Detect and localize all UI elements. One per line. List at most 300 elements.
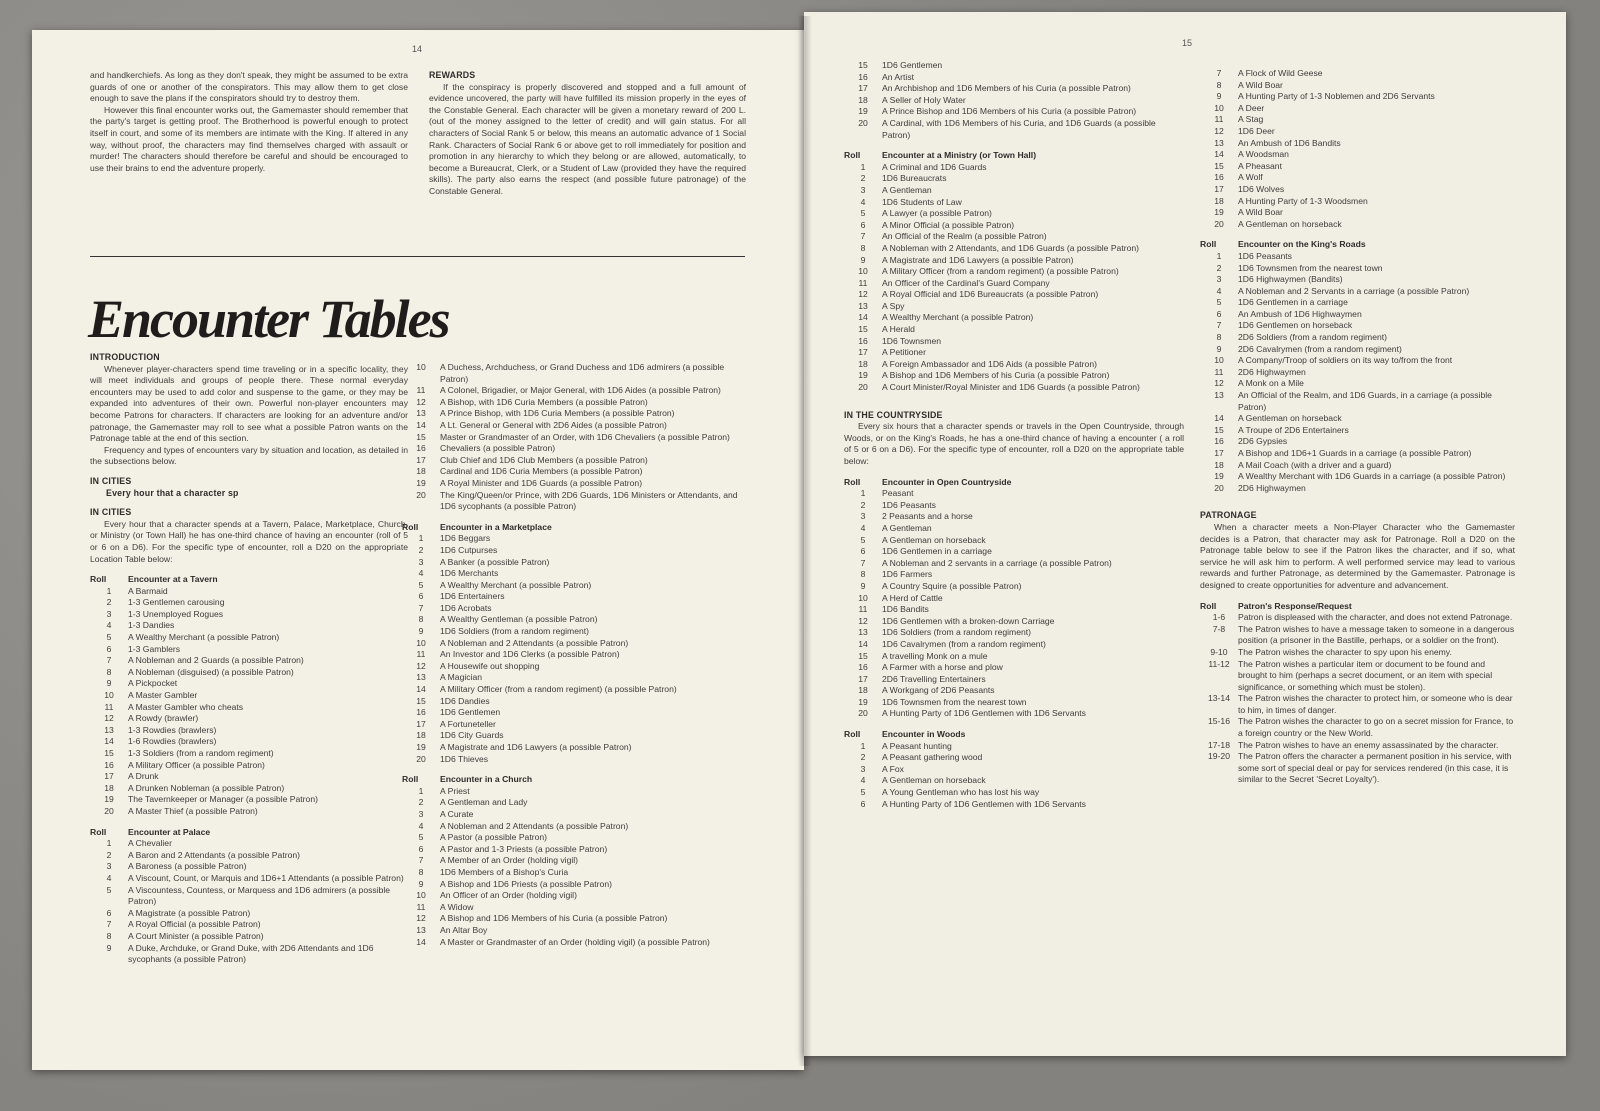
table-row: [1200, 448, 1515, 460]
encounter-text: A Wealthy Merchant with 1D6 Guards in a carriage (a possible Patron): [1238, 471, 1506, 482]
roll-number: 14: [858, 312, 868, 323]
table-row: [402, 455, 747, 467]
encounter-text: A Wolf: [1238, 172, 1263, 183]
table-row: [402, 832, 747, 844]
left-page: [32, 30, 804, 1070]
encounter-text: A Deer: [1238, 102, 1265, 113]
encounter-text: A Nobleman and 2 servants in a carriage (a possible Patron): [882, 557, 1112, 568]
encounter-text: A Fox: [882, 763, 904, 774]
encounter-text: 1D6 Cavalrymen (from a random regiment): [882, 638, 1046, 649]
roll-number: 1: [860, 488, 866, 499]
roll-number: 8: [1216, 332, 1222, 343]
roll-number: 10: [416, 890, 426, 901]
table-row: [90, 873, 408, 885]
encounter-text: A Bishop and 1D6 Members of his Curia (a possible Patron): [882, 370, 1110, 381]
roll-number: 9: [106, 678, 112, 689]
table-row: [1200, 219, 1515, 231]
table-row: [90, 908, 408, 920]
encounter-text: 2D6 Highwaymen: [1238, 482, 1306, 493]
roll-number: 13: [1214, 137, 1224, 148]
encounter-text: A Royal Official and 1D6 Bureaucrats (a possible Patron): [882, 289, 1099, 300]
roll-number: 7: [1216, 68, 1222, 78]
roll-number: 15: [858, 650, 868, 661]
encounter-text: The Patron offers the character a permanent position in his service, with some sort of special deal or pay for services rendered (in this case, it is similar to the Secret 'Secret Loyalty').: [1238, 751, 1512, 785]
paragraph: and handkerchiefs. As long as they don't speak, they might be assumed to be extra guards of one or another of the conspirators. This may allow them to get close enough to save the plans if the conspirators should try to destroy them.: [90, 70, 408, 104]
encounter-text: A Farmer with a horse and plow: [882, 662, 1003, 673]
roll-number: 12: [858, 289, 868, 300]
table-row: [1200, 413, 1515, 425]
table-row: [402, 661, 747, 673]
encounter-text: A Fortuneteller: [440, 718, 496, 729]
roll-number: 16: [416, 443, 426, 454]
roll-number: 7: [1216, 320, 1222, 331]
table-row: [402, 937, 747, 949]
roll-number: 4: [418, 568, 424, 579]
encounter-text: A Wealthy Merchant (a possible Patron): [882, 312, 1034, 323]
roll-number: 2: [860, 173, 866, 184]
encounter-text: A Flock of Wild Geese: [1238, 68, 1323, 78]
table-row: [844, 523, 1184, 535]
table-row: [844, 488, 1184, 500]
table-row: [1200, 425, 1515, 437]
encounter-text: 2D6 Cavalrymen (from a random regiment): [1238, 343, 1402, 354]
table-row: [844, 558, 1184, 570]
table-row: [402, 855, 747, 867]
table-row: [1200, 460, 1515, 472]
table-row: [402, 638, 747, 650]
encounter-text: 1-3 Soldiers (from a random regiment): [128, 748, 274, 758]
roll-number: 19: [416, 477, 426, 488]
table-row: [402, 385, 747, 397]
encounter-text: A Herald: [882, 324, 915, 335]
section-heading: IN CITIES: [90, 475, 132, 486]
roll-number: 11: [416, 649, 426, 660]
table-row: [90, 771, 408, 783]
table-row: [1200, 659, 1515, 694]
table-row: [90, 597, 408, 609]
encounter-text: A Wealthy Gentleman (a possible Patron): [440, 614, 598, 625]
table-header: Roll Encounter at a Tavern: [90, 574, 218, 585]
roll-number: 19: [104, 794, 114, 805]
table-row: [1200, 207, 1515, 219]
roll-number: 20: [1214, 218, 1224, 229]
roll-number: 18: [858, 94, 868, 105]
table-row: [1200, 196, 1515, 208]
table-row: [844, 312, 1184, 324]
encounter-text: A Woodsman: [1238, 149, 1289, 160]
table-row: [844, 604, 1184, 616]
table-row: [1200, 91, 1515, 103]
roll-number: 3: [860, 511, 866, 522]
encounter-text: A Nobleman with 2 Attendants, and 1D6 Guards (a possible Patron): [882, 242, 1140, 253]
table-row: [844, 118, 1184, 141]
roll-number: 14: [858, 638, 868, 649]
roll-number: 1: [1216, 250, 1222, 261]
table-row: [844, 289, 1184, 301]
page-number: 15: [1182, 38, 1193, 48]
roll-number: 16: [858, 335, 868, 346]
encounter-text: 1D6 Townsmen from the nearest town: [882, 696, 1027, 707]
roll-number: 2: [860, 752, 866, 763]
roll-number: 12: [416, 396, 426, 407]
encounter-text: 1D6 Deer: [1238, 125, 1275, 136]
table-row: [1200, 184, 1515, 196]
roll-number: 5: [1216, 297, 1222, 308]
encounter-text: A Court Minister/Royal Minister and 1D6 Guards (a possible Patron): [882, 382, 1140, 393]
roll-number: 7: [860, 231, 866, 242]
roll-number: 20: [416, 753, 426, 764]
table-row: [402, 408, 747, 420]
encounter-text: A Pastor (a possible Patron): [440, 832, 547, 843]
table-header: Roll Encounter at a Ministry (or Town Hall): [844, 150, 1037, 161]
table-row: [844, 382, 1184, 394]
encounter-text: 1-3 Dandies: [128, 620, 175, 631]
roll-number: 20: [858, 708, 868, 719]
encounter-text: A Hunting Party of 1D6 Gentlemen with 1D6 Servants: [882, 798, 1086, 809]
encounter-text: A Nobleman and 2 Guards (a possible Patron): [128, 655, 304, 666]
table-row: [1200, 68, 1515, 80]
table-row: [402, 362, 747, 385]
encounter-text: 1D6 Peasants: [1238, 250, 1292, 261]
table-row: [844, 220, 1184, 232]
encounter-text: A Military Officer (a possible Patron): [128, 759, 265, 770]
table-row: [402, 797, 747, 809]
encounter-text: A Wealthy Merchant (a possible Patron): [440, 579, 592, 590]
table-row: [1200, 751, 1515, 786]
encounter-text: 1D6 Gentlemen with a broken-down Carriage: [882, 615, 1055, 626]
encounter-text: A Gentleman and Lady: [440, 797, 528, 808]
table-row: [90, 838, 408, 850]
encounter-text: An Archbishop and 1D6 Members of his Curia (a possible Patron): [882, 83, 1131, 94]
encounter-text: The Patron wishes the character to protect him, or someone who is dear to him, in times of danger.: [1238, 693, 1513, 715]
roll-number: 2: [1216, 262, 1222, 273]
roll-number: 10: [104, 690, 114, 701]
table-row: [1200, 80, 1515, 92]
table-row: [844, 185, 1184, 197]
roll-number: 3: [106, 608, 112, 619]
table-row: [402, 902, 747, 914]
roll-number: 19: [416, 742, 426, 752]
roll-number: 1-6: [1212, 612, 1226, 623]
roll-number: 6: [418, 843, 424, 854]
encounter-text: 1D6 Soldiers (from a random regiment): [440, 626, 590, 637]
table-row: [90, 736, 408, 748]
table-row: [90, 632, 408, 644]
encounter-text: An Artist: [882, 71, 914, 82]
encounter-text: A Gentleman on horseback: [1238, 218, 1342, 229]
encounter-text: A Spy: [882, 300, 905, 311]
table-row: [844, 546, 1184, 558]
roll-number: 16: [1214, 436, 1224, 447]
right-column-2: [1200, 68, 1515, 786]
roll-number: 10: [1214, 102, 1224, 113]
encounter-text: 1-3 Gentlemen carousing: [128, 597, 225, 608]
roll-number: 17-18: [1208, 739, 1230, 750]
roll-number: 7: [106, 919, 112, 930]
encounter-text: A Prince Bishop, with 1D6 Curia Members (a possible Patron): [440, 408, 675, 419]
table-row: [402, 844, 747, 856]
roll-number: 18: [858, 358, 868, 369]
roll-number: 1: [418, 533, 424, 544]
table-row: [402, 420, 747, 432]
roll-number: 3: [1216, 274, 1222, 285]
encounter-text: A Colonel, Brigadier, or Major General, with 1D6 Aides (a possible Patron): [440, 385, 721, 396]
table-row: [90, 783, 408, 795]
encounter-text: A Hunting Party of 1D6 Gentlemen with 1D6 Servants: [882, 708, 1086, 719]
table-header: Roll Patron's Response/Request: [1200, 600, 1352, 611]
table-header: Roll Encounter in a Marketplace: [402, 521, 552, 532]
roll-number: 11: [1214, 114, 1224, 125]
encounter-text: A Gentleman on horseback: [882, 534, 986, 545]
table-row: [402, 591, 747, 603]
table-header: Roll Encounter in a Church: [402, 774, 533, 785]
encounter-text: The Tavernkeeper or Manager (a possible Patron): [128, 794, 318, 805]
table-row: [402, 533, 747, 545]
roll-number: 5: [418, 579, 424, 590]
encounter-text: The Patron wishes a particular item or document to be found and brought to him (perhaps a secret document, or an item with special significance, or something which must be stolen).: [1238, 658, 1493, 692]
encounter-text: A Baron and 2 Attendants (a possible Patron): [128, 849, 300, 860]
table-row: [1200, 320, 1515, 332]
encounter-text: 1D6 Thieves: [440, 753, 489, 764]
roll-number: 16: [416, 707, 426, 718]
roll-number: 12: [858, 615, 868, 626]
table-row: [844, 208, 1184, 220]
roll-number: 15: [1214, 424, 1224, 435]
roll-number: 8: [106, 666, 112, 677]
table-row: [90, 748, 408, 760]
roll-number: 5: [860, 787, 866, 798]
table-row: [90, 678, 408, 690]
table-row: [90, 644, 408, 656]
roll-number: 10: [416, 637, 426, 648]
encounter-text: The Patron wishes the character to spy upon his enemy.: [1238, 646, 1452, 657]
encounter-text: An Altar Boy: [440, 924, 488, 935]
roll-number: 2: [418, 797, 424, 808]
roll-number: 15-16: [1208, 716, 1230, 727]
encounter-text: 1D6 Peasants: [882, 499, 936, 510]
roll-number: 7: [106, 655, 112, 666]
roll-number: 18: [416, 466, 426, 477]
roll-number: 17: [1214, 183, 1224, 194]
roll-number: 11: [1214, 366, 1224, 377]
table-row: [402, 443, 747, 455]
roll-number: 18: [416, 730, 426, 741]
encounter-text: A Housewife out shopping: [440, 660, 540, 671]
roll-number: 12: [416, 660, 426, 671]
roll-number: 15: [858, 60, 868, 70]
encounter-text: 2D6 Gypsies: [1238, 436, 1288, 447]
roll-number: 19: [1214, 207, 1224, 218]
roll-number: 20: [858, 382, 868, 393]
tables-column: [402, 362, 747, 948]
roll-number: 11: [416, 385, 426, 396]
rewards-column: [429, 70, 746, 198]
section-text: When a character meets a Non-Player Character who the Gamemaster decides is a Patron, that character may ask for Patronage. Roll a D20 on the Patronage table below to see if the Patron likes the character, and if so, what service he will ask him to perform. A well performed service may lead to various rewards and further Patronage, as determined by the Gamemaster. Patronage is designed to create opportunities for adventure and advancement.: [1200, 521, 1515, 590]
roll-number: 16: [104, 759, 114, 770]
roll-number: 19: [1214, 471, 1224, 482]
encounter-text: A Pastor and 1-3 Priests (a possible Patron): [440, 843, 608, 854]
section-heading: PATRONAGE: [1200, 510, 1257, 521]
roll-number: 14: [416, 684, 426, 695]
table-row: [844, 511, 1184, 523]
table-row: [402, 568, 747, 580]
table-row: [402, 545, 747, 557]
table-row: [844, 581, 1184, 593]
encounter-text: Chevaliers (a possible Patron): [440, 443, 556, 454]
table-row: [1200, 612, 1515, 624]
encounter-text: A Magistrate (a possible Patron): [128, 907, 251, 918]
table-row: [1200, 390, 1515, 413]
table-row: [844, 301, 1184, 313]
encounter-text: A Gentleman: [882, 522, 932, 533]
encounter-text: 1-3 Unemployed Rogues: [128, 608, 224, 619]
encounter-text: A Wild Boar: [1238, 79, 1283, 90]
table-row: [402, 580, 747, 592]
encounter-text: A Foreign Ambassador and 1D6 Aids (a possible Patron): [882, 358, 1097, 369]
encounter-text: A Pickpocket: [128, 678, 178, 689]
table-row: [402, 649, 747, 661]
roll-number: 2: [418, 544, 424, 555]
roll-number: 16: [858, 662, 868, 673]
roll-number: 20: [858, 117, 868, 128]
encounter-text: A Baroness (a possible Patron): [128, 861, 247, 872]
encounter-text: A Priest: [440, 785, 470, 796]
table-row: [1200, 172, 1515, 184]
table-row: [844, 278, 1184, 290]
table-row: [1200, 251, 1515, 263]
roll-number: 20: [416, 489, 426, 500]
roll-number: 8: [860, 569, 866, 580]
table-row: [844, 535, 1184, 547]
roll-number: 15: [416, 431, 426, 442]
roll-number: 1: [860, 740, 866, 751]
roll-number: 6: [418, 591, 424, 602]
roll-number: 11-12: [1208, 658, 1230, 669]
roll-number: 6: [860, 546, 866, 557]
encounter-text: A Gentleman: [882, 184, 932, 195]
encounter-text: 1D6 Townsmen: [882, 335, 942, 346]
table-row: [1200, 286, 1515, 298]
roll-number: 13: [416, 408, 426, 419]
right-page: [804, 12, 1566, 1056]
encounter-text: A Royal Official (a possible Patron): [128, 919, 261, 930]
table-row: [402, 626, 747, 638]
table-row: [844, 255, 1184, 267]
table-row: [90, 655, 408, 667]
table-row: [844, 569, 1184, 581]
encounter-text: A Hunting Party of 1-3 Noblemen and 2D6 Servants: [1238, 91, 1435, 102]
encounter-text: A Workgang of 2D6 Peasants: [882, 685, 995, 696]
roll-number: 7: [418, 602, 424, 613]
table-row: [844, 593, 1184, 605]
table-row: [844, 775, 1184, 787]
encounter-text: A Nobleman and 2 Servants in a carriage (a possible Patron): [1238, 285, 1470, 296]
table-row: [402, 742, 747, 754]
table-row: [1200, 716, 1515, 739]
encounter-text: A travelling Monk on a mule: [882, 650, 988, 661]
encounter-text: 2D6 Soldiers (from a random regiment): [1238, 332, 1388, 343]
book-spine: [798, 16, 812, 1066]
table-row: [90, 885, 408, 908]
table-row: [90, 794, 408, 806]
encounter-text: A Troupe of 2D6 Entertainers: [1238, 424, 1349, 435]
table-row: [844, 173, 1184, 185]
roll-number: 4: [860, 522, 866, 533]
roll-number: 1: [418, 785, 424, 796]
encounter-text: A Young Gentleman who has lost his way: [882, 787, 1040, 798]
table-row: [844, 336, 1184, 348]
table-row: [90, 861, 408, 873]
encounter-text: A Duchess, Archduchess, or Grand Duchess and 1D6 admirers (a possible Patron): [440, 362, 725, 384]
roll-number: 17: [104, 771, 114, 782]
roll-number: 14: [1214, 413, 1224, 424]
encounter-text: A Rowdy (brawler): [128, 713, 199, 724]
roll-number: 18: [858, 685, 868, 696]
encounter-text: A Peasant gathering wood: [882, 752, 983, 763]
table-row: [844, 60, 1184, 72]
table-row: [844, 347, 1184, 359]
roll-number: 8: [418, 614, 424, 625]
encounter-text: 1D6 Cutpurses: [440, 544, 498, 555]
table-row: [402, 809, 747, 821]
roll-number: 8: [1216, 79, 1222, 90]
table-row: [90, 850, 408, 862]
table-row: [402, 478, 747, 490]
encounter-text: An Ambush of 1D6 Highwaymen: [1238, 308, 1362, 319]
encounter-text: 1D6 Members of a Bishop's Curia: [440, 866, 569, 877]
encounter-text: 1D6 Merchants: [440, 568, 499, 579]
table-row: [1200, 103, 1515, 115]
table-row: [844, 243, 1184, 255]
table-row: [1200, 309, 1515, 321]
encounter-text: A Viscountess, Countess, or Marquess and 1D6 admirers (a possible Patron): [128, 884, 391, 907]
roll-number: 9: [418, 626, 424, 637]
encounter-text: 1D6 Townsmen from the nearest town: [1238, 262, 1383, 273]
table-row: [1200, 149, 1515, 161]
table-row: [844, 231, 1184, 243]
roll-number: 3: [418, 808, 424, 819]
table-row: [844, 752, 1184, 764]
encounter-text: A Magistrate and 1D6 Lawyers (a possible Patron): [882, 254, 1074, 265]
roll-number: 5: [106, 884, 112, 895]
encounter-text: A Master Gambler who cheats: [128, 701, 244, 712]
table-row: [402, 786, 747, 798]
encounter-text: A Seller of Holy Water: [882, 94, 966, 105]
table-row: [1200, 355, 1515, 367]
table-row: [1200, 332, 1515, 344]
encounter-text: A Member of an Order (holding vigil): [440, 855, 579, 866]
roll-number: 14: [1214, 149, 1224, 160]
encounter-text: Club Chief and 1D6 Club Members (a possible Patron): [440, 454, 648, 465]
table-row: [402, 754, 747, 766]
table-row: [844, 106, 1184, 118]
table-row: [1200, 436, 1515, 448]
roll-number: 6: [106, 643, 112, 654]
encounter-text: A Banker (a possible Patron): [440, 556, 550, 567]
encounter-text: 2 Peasants and a horse: [882, 511, 973, 522]
encounter-text: A Royal Minister and 1D6 Guards (a possible Patron): [440, 477, 643, 488]
roll-number: 15: [416, 695, 426, 706]
table-header: Roll Encounter at Palace: [90, 826, 211, 837]
table-row: [402, 432, 747, 444]
encounter-text: A Wild Boar: [1238, 207, 1283, 218]
cities-column: [90, 352, 408, 966]
roll-number: 12: [1214, 378, 1224, 389]
encounter-text: An Investor and 1D6 Clerks (a possible Patron): [440, 649, 620, 660]
roll-number: 15: [1214, 160, 1224, 171]
table-row: [90, 713, 408, 725]
table-row: [844, 370, 1184, 382]
